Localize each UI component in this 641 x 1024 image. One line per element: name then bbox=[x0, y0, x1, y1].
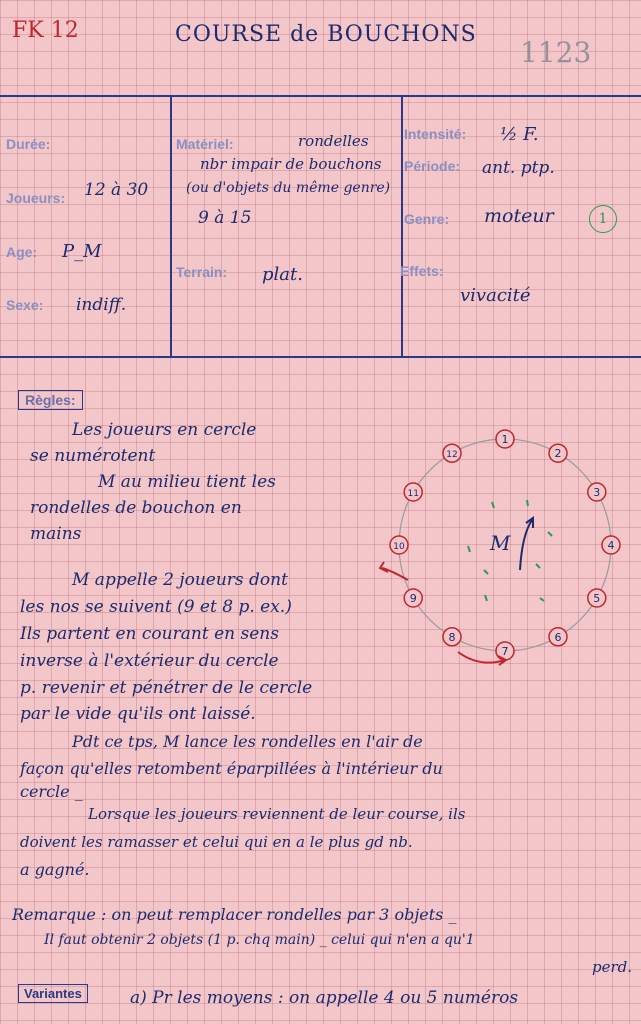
player-number: 7 bbox=[501, 645, 509, 658]
remarque-line-3: perd. bbox=[592, 958, 633, 976]
variantes-label: Variantes bbox=[18, 984, 88, 1003]
bottom-rule bbox=[0, 356, 641, 358]
regles-line-7: les nos se suivent (9 et 8 p. ex.) bbox=[20, 597, 292, 617]
terrain-label: Terrain: bbox=[176, 264, 228, 280]
regles-line-1: Les joueurs en cercle bbox=[72, 420, 257, 440]
regles-line-12: Pdt ce tps, M lance les rondelles en l'air de bbox=[72, 732, 423, 751]
regles-line-17: a gagné. bbox=[20, 860, 90, 879]
player-number: 5 bbox=[593, 592, 601, 605]
card-code: FK 12 bbox=[12, 18, 79, 43]
genre-mark-circle: 1 bbox=[589, 205, 617, 233]
effets-value: vivacité bbox=[460, 285, 531, 306]
sexe-label: Sexe: bbox=[6, 297, 44, 313]
regles-line-3: M au milieu tient les bbox=[98, 472, 276, 492]
card-title: COURSE de BOUCHONS bbox=[175, 22, 477, 47]
materiel-label: Matériel: bbox=[176, 136, 234, 152]
effets-label: Effets: bbox=[400, 263, 444, 279]
regles-line-10: p. revenir et pénétrer de le cercle bbox=[20, 678, 313, 698]
terrain-value: plat. bbox=[262, 264, 303, 285]
regles-line-5: mains bbox=[30, 524, 82, 544]
intensite-value: ½ F. bbox=[500, 124, 539, 145]
remarque-line-1: Remarque : on peut remplacer rondelles par 3 objets _ bbox=[12, 905, 457, 924]
genre-value: moteur bbox=[484, 205, 554, 227]
player-number: 12 bbox=[446, 450, 458, 461]
regles-line-6: M appelle 2 joueurs dont bbox=[72, 570, 288, 590]
red-arrow-left-icon bbox=[382, 568, 408, 580]
remarque-line-2: Il faut obtenir 2 objets (1 p. chq main) _ celui qui n'en a qu'1 bbox=[44, 932, 475, 948]
player-number: 6 bbox=[554, 630, 562, 644]
player-number: 2 bbox=[554, 447, 562, 461]
intensite-label: Intensité: bbox=[404, 126, 467, 142]
joueurs-value: 12 à 30 bbox=[84, 180, 149, 200]
duree-label: Durée: bbox=[6, 136, 51, 152]
materiel-value-1: rondelles bbox=[298, 132, 369, 150]
card-number: 1123 bbox=[520, 36, 592, 69]
regles-line-4: rondelles de bouchon en bbox=[30, 498, 242, 518]
regles-line-9: inverse à l'extérieur du cercle bbox=[20, 651, 279, 671]
player-number: 4 bbox=[607, 539, 615, 552]
curved-arrow-icon bbox=[520, 520, 532, 570]
regles-label: Règles: bbox=[18, 390, 83, 410]
center-player-label: M bbox=[490, 531, 511, 555]
player-number: 8 bbox=[448, 630, 456, 644]
variantes-text: a) Pr les moyens : on appelle 4 ou 5 numéros bbox=[130, 988, 519, 1008]
regles-line-13: façon qu'elles retombent éparpillées à l'intérieur du bbox=[20, 759, 443, 778]
age-value: P_M bbox=[62, 241, 102, 262]
column-divider-2 bbox=[401, 95, 403, 356]
joueurs-label: Joueurs: bbox=[6, 190, 66, 206]
player-number: 3 bbox=[593, 486, 601, 499]
player-number: 9 bbox=[409, 592, 417, 605]
genre-label: Genre: bbox=[404, 211, 450, 227]
age-label: Age: bbox=[6, 244, 38, 260]
circle-diagram bbox=[370, 420, 640, 680]
regles-line-15: Lorsque les joueurs reviennent de leur course, ils bbox=[88, 805, 466, 823]
player-number: 1 bbox=[501, 433, 509, 446]
top-rule bbox=[0, 95, 641, 97]
regles-line-14: cercle _ bbox=[20, 782, 83, 801]
sexe-value: indiff. bbox=[76, 295, 127, 315]
materiel-value-2: nbr impair de bouchons bbox=[200, 155, 382, 173]
periode-value: ant. ptp. bbox=[482, 158, 555, 178]
regles-line-2: se numérotent bbox=[30, 446, 156, 466]
regles-line-11: par le vide qu'ils ont laissé. bbox=[20, 704, 256, 724]
materiel-value-4: 9 à 15 bbox=[198, 208, 252, 228]
materiel-value-3: (ou d'objets du même genre) bbox=[186, 180, 391, 196]
regles-line-16: doivent les ramasser et celui qui en a le plus gd nb. bbox=[20, 833, 413, 851]
periode-label: Période: bbox=[404, 158, 461, 174]
regles-line-8: Ils partent en courant en sens bbox=[20, 624, 279, 644]
player-number: 10 bbox=[393, 542, 405, 552]
column-divider-1 bbox=[170, 95, 172, 356]
player-number: 11 bbox=[407, 489, 419, 499]
